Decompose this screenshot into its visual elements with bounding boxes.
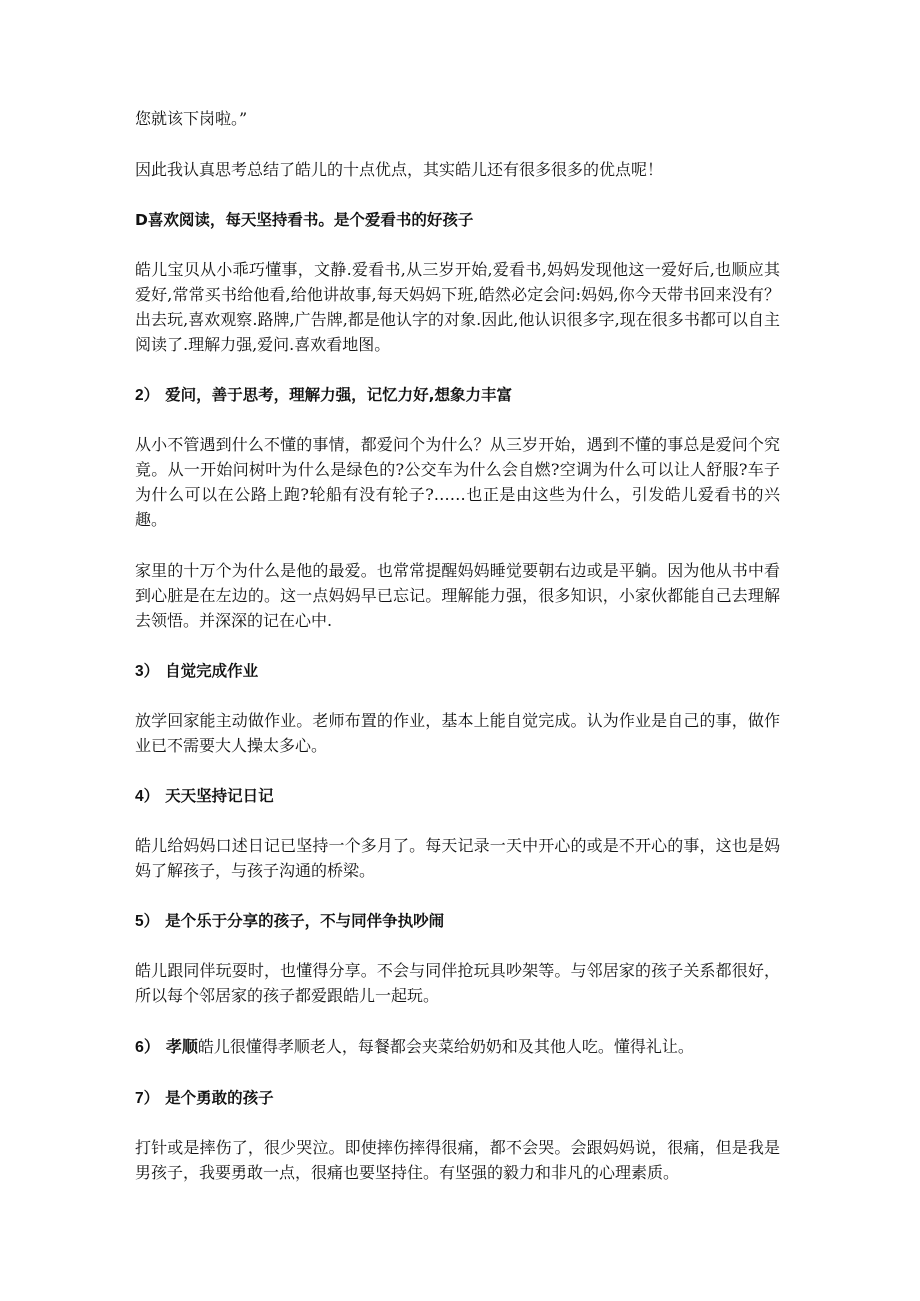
paragraph-encyclopedia: 家里的十万个为什么是他的最爱。也常常提醒妈妈睡觉要朝右边或是平躺。因为他从书中看到心脏是在左边的。这一点妈妈早已忘记。理解能力强，很多知识，小家伙都能自己去理解去领悟。并深深的记在心中. bbox=[135, 561, 780, 630]
paragraph-diary: 皓儿给妈妈口述日记已坚持一个多月了。每天记录一天中开心的或是不开心的事，这也是妈妈了解孩子，与孩子沟通的桥梁。 bbox=[135, 836, 780, 880]
heading-1: D喜欢阅读，每天坚持看书。是个爱看书的好孩子 bbox=[135, 211, 474, 229]
heading-3 bbox=[135, 659, 780, 684]
heading-5-text: 是个乐于分享的孩子，不与同伴争执吵闹 bbox=[165, 912, 445, 930]
paragraph-intro-end: 您就该下岗啦。” bbox=[135, 109, 248, 128]
paragraph-summary: 因此我认真思考总结了皓儿的十点优点，其实皓儿还有很多很多的优点呢！ bbox=[135, 160, 664, 179]
heading-5 bbox=[135, 909, 780, 934]
paragraph-questions: 从小不管遇到什么不懂的事情，都爱问个为什么？从三岁开始，遇到不懂的事总是爱问个究竟。从一开始问树叶为什么是绿色的?公交车为什么会自燃?空调为什么可以让人舒服?车子为什么可以在公路上跑?轮船有没有轮子?……也正是由这些为什么，引发皓儿爱看书的兴趣。 bbox=[135, 435, 780, 529]
heading-5-number: 5） bbox=[135, 913, 160, 930]
heading-2 bbox=[135, 383, 780, 408]
heading-6-bold: 孝顺 bbox=[165, 1037, 198, 1056]
heading-2-text: 爱问，善于思考，理解力强，记忆力好,想象力丰富 bbox=[165, 386, 513, 404]
paragraph-sharing: 皓儿跟同伴玩耍时，也懂得分享。不会与同伴抢玩具吵架等。与邻居家的孩子关系都很好，所以每个邻居家的孩子都爱跟皓儿一起玩。 bbox=[135, 961, 780, 1005]
heading-4-number: 4） bbox=[135, 788, 160, 805]
heading-7-text: 是个勇敢的孩子 bbox=[165, 1089, 274, 1107]
heading-4 bbox=[135, 784, 780, 809]
paragraph-brave: 打针或是摔伤了，很少哭泣。即使摔伤摔得很痛，都不会哭。会跟妈妈说，很痛，但是我是男孩子，我要勇敢一点，很痛也要坚持住。有坚强的毅力和非凡的心理素质。 bbox=[135, 1138, 780, 1182]
heading-3-number: 3） bbox=[135, 663, 160, 680]
heading-7 bbox=[135, 1086, 780, 1111]
paragraph-reading: 皓儿宝贝从小乖巧懂事，文静.爱看书,从三岁开始,爱看书,妈妈发现他这一爱好后,也顺应其爱好,常常买书给他看,给他讲故事,每天妈妈下班,皓然必定会问:妈妈,你今天带书回来没有？出去玩,喜欢观察.路牌,广告牌,都是他认字的对象.因此,他认识很多字,现在很多书都可以自主阅读了.理解力强,爱问.喜欢看地图。 bbox=[135, 260, 780, 354]
heading-7-number: 7） bbox=[135, 1090, 160, 1107]
paragraph-filial bbox=[135, 1034, 780, 1060]
paragraph-homework: 放学回家能主动做作业。老师布置的作业，基本上能自觉完成。认为作业是自己的事，做作业已不需要大人操太多心。 bbox=[135, 711, 780, 755]
heading-6-number: 6） bbox=[135, 1039, 160, 1056]
heading-3-text: 自觉完成作业 bbox=[165, 662, 259, 680]
paragraph-filial-text: 皓儿很懂得孝顺老人，每餐都会夹菜给奶奶和及其他人吃。懂得礼让。 bbox=[197, 1037, 694, 1056]
heading-2-number: 2） bbox=[135, 387, 160, 404]
heading-4-text: 天天坚持记日记 bbox=[165, 787, 274, 805]
